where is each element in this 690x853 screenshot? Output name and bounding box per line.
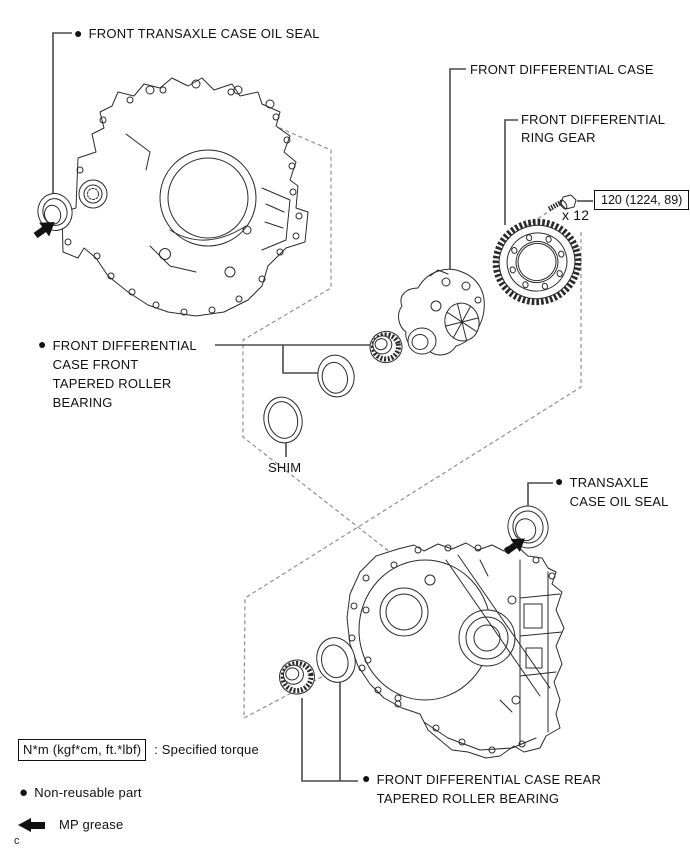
non-reusable-bullet-icon: ●: [38, 336, 47, 352]
front-bearing-race-art: [314, 352, 358, 401]
rear-tapered-roller-bearing-art: [276, 657, 317, 698]
front-transaxle-case-art: [62, 78, 308, 316]
non-reusable-bullet-icon: ●: [362, 770, 371, 786]
front-tapered-roller-bearing-art: [367, 328, 406, 366]
front-differential-case-art: [399, 269, 485, 355]
transaxle-case-art: [347, 543, 564, 758]
legend-non-reusable-part: ● Non-reusable part: [19, 784, 142, 801]
label-front-diff-case-rear-bearing: ● FRONT DIFFERENTIAL CASE REAR TAPERED ROLLER BEARING: [362, 770, 602, 806]
torque-spec-box: 120 (1224, 89): [594, 190, 689, 210]
non-reusable-bullet-icon: ●: [19, 784, 29, 801]
legend-mp-grease: MP grease: [18, 816, 123, 834]
label-front-differential-ring-gear: FRONT DIFFERENTIAL RING GEAR: [521, 112, 666, 145]
non-reusable-bullet-icon: ●: [74, 25, 83, 41]
label-front-differential-case: FRONT DIFFERENTIAL CASE: [470, 62, 654, 77]
footer-mark: c: [14, 835, 20, 847]
legend-specified-torque: N*m (kgf*cm, ft.*lbf) : Specified torque: [18, 739, 259, 761]
shim-art: [260, 394, 307, 447]
label-front-diff-case-front-bearing: ● FRONT DIFFERENTIAL CASE FRONT TAPERED ROLLER BEARING: [38, 336, 197, 410]
label-front-transaxle-case-oil-seal: ● FRONT TRANSAXLE CASE OIL SEAL: [74, 25, 320, 41]
label-transaxle-case-oil-seal: ● TRANSAXLE CASE OIL SEAL: [555, 473, 669, 509]
label-shim: SHIM: [268, 460, 302, 475]
front-differential-ring-gear-art: [486, 212, 588, 312]
mp-grease-arrow-icon: [18, 818, 50, 833]
torque-unit-box: N*m (kgf*cm, ft.*lbf): [18, 739, 146, 761]
non-reusable-bullet-icon: ●: [555, 473, 564, 489]
bolt-count-label: x 12: [562, 207, 590, 223]
